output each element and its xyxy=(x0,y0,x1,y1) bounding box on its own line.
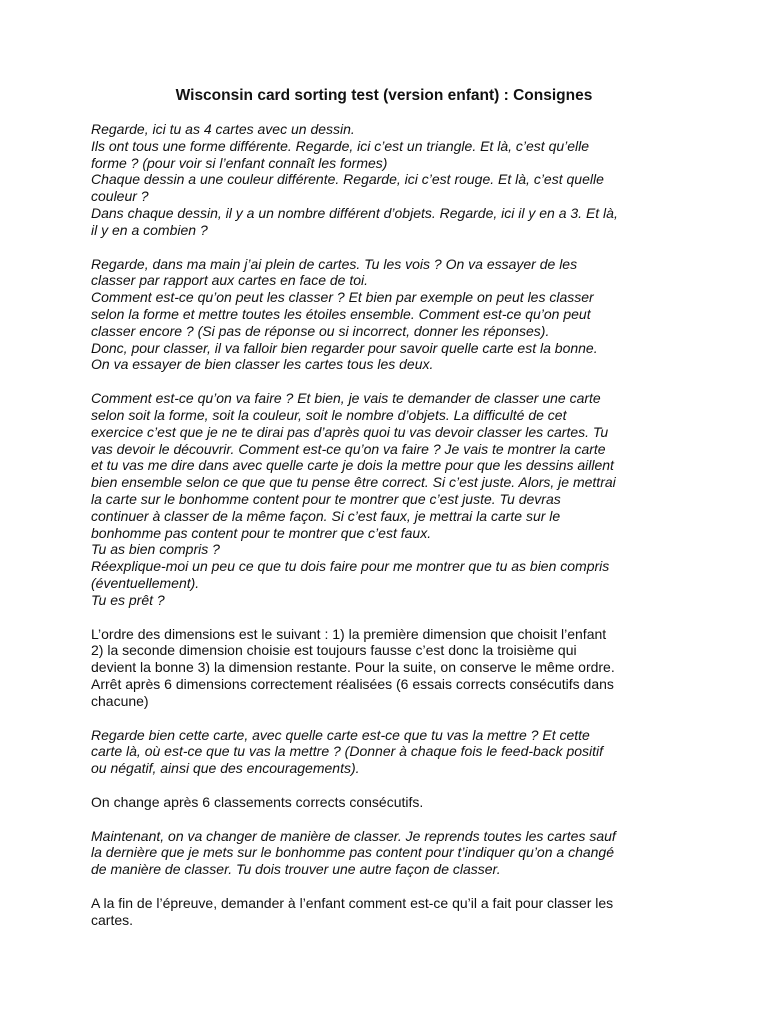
paragraph-3 xyxy=(91,390,691,608)
text-line: forme ? (pour voir si l’enfant connaît les formes) xyxy=(91,154,388,171)
text-line: il y en a combien ? xyxy=(91,221,208,238)
text-line: la carte sur le bonhomme content pour te montrer que c’est juste. Tu devras xyxy=(91,490,561,507)
text-line: bien ensemble selon ce que que tu pense être correct. Si c’est juste. Alors, je mettrai xyxy=(91,474,616,491)
paragraph-6 xyxy=(91,794,691,811)
text-line: classer par rapport aux cartes en face de toi. xyxy=(91,272,369,289)
text-line: bonhomme pas content pour te montrer que c’est faux. xyxy=(91,524,432,541)
text-line: continuer à classer de la même façon. Si c’est faux, je mettrai la carte sur le xyxy=(91,507,561,524)
text-line: ou négatif, ainsi que des encouragements). xyxy=(91,760,360,777)
text-line: On change après 6 classements corrects consécutifs. xyxy=(91,793,424,810)
text-line: selon soit la forme, soit la couleur, soit le nombre d’objets. La difficulté de cet xyxy=(91,406,567,423)
text-line: devient la bonne 3) la dimension restante. Pour la suite, on conserve le même ordre. xyxy=(91,659,615,676)
text-line: Comment est-ce qu’on va faire ? Et bien, je vais te demander de classer une carte xyxy=(91,390,601,407)
text-line: Dans chaque dessin, il y a un nombre différent d’objets. Regarde, ici il y en a 3. Et là, xyxy=(91,204,618,221)
text-line: Chaque dessin a une couleur différente. Regarde, ici c’est rouge. Et là, c’est quelle xyxy=(91,171,604,188)
text-line: Arrêt après 6 dimensions correctement réalisées (6 essais corrects consécutifs dans xyxy=(91,675,614,692)
text-line: couleur ? xyxy=(91,188,149,205)
text-line: classer encore ? (Si pas de réponse ou si incorrect, donner les réponses). xyxy=(91,322,550,339)
text-line: carte là, où est-ce que tu vas la mettre ? (Donner à chaque fois le feed-back positif xyxy=(91,743,604,760)
text-line: Tu as bien compris ? xyxy=(91,541,220,558)
text-line: Comment est-ce qu’on peut les classer ? Et bien par exemple on peut les classer xyxy=(91,289,594,306)
paragraph-5 xyxy=(91,727,691,777)
paragraph-4 xyxy=(91,626,691,710)
text-line: Tu es prêt ? xyxy=(91,591,165,608)
paragraph-7 xyxy=(91,828,691,878)
text-line: Ils ont tous une forme différente. Regarde, ici c’est un triangle. Et là, c’est qu’elle xyxy=(91,137,590,154)
text-line: 2) la seconde dimension choisie est toujours fausse c’est donc la troisième qui xyxy=(91,642,577,659)
text-line: vas devoir le découvrir. Comment est-ce qu’on va faire ? Je vais te montrer la carte xyxy=(91,440,606,457)
text-line: et tu vas me dire dans avec quelle carte je dois la mettre pour que les dessins aillent xyxy=(91,457,614,474)
text-line: On va essayer de bien classer les cartes tous les deux. xyxy=(91,356,434,373)
text-line: Regarde bien cette carte, avec quelle carte est-ce que tu vas la mettre ? Et cette xyxy=(91,726,590,743)
text-line: chacune) xyxy=(91,692,149,709)
document-title: Wisconsin card sorting test (version enfant) : Consignes xyxy=(175,87,593,104)
text-line: Donc, pour classer, il va falloir bien regarder pour savoir quelle carte est la bonne. xyxy=(91,339,598,356)
text-line: cartes. xyxy=(91,911,134,928)
text-line: Réexplique-moi un peu ce que tu dois faire pour me montrer que tu as bien compris xyxy=(91,558,610,575)
text-line: A la fin de l’épreuve, demander à l’enfant comment est-ce qu’il a fait pour classer les xyxy=(91,895,614,912)
text-line: Maintenant, on va changer de manière de classer. Je reprends toutes les cartes sauf xyxy=(91,827,616,844)
paragraph-2 xyxy=(91,256,691,374)
paragraph-1 xyxy=(91,121,691,239)
document-body xyxy=(91,121,691,946)
text-line: de manière de classer. Tu dois trouver une autre façon de classer. xyxy=(91,861,501,878)
text-line: (éventuellement). xyxy=(91,574,200,591)
text-line: Regarde, dans ma main j’ai plein de cartes. Tu les vois ? On va essayer de les xyxy=(91,255,578,272)
text-line: selon la forme et mettre toutes les étoiles ensemble. Comment est-ce qu’on peut xyxy=(91,305,591,322)
text-line: Regarde, ici tu as 4 cartes avec un dessin. xyxy=(91,121,355,137)
text-line: la dernière que je mets sur le bonhomme pas content pour t’indiquer qu’on a changé xyxy=(91,844,614,861)
text-line: exercice c’est que je ne te dirai pas d’après quoi tu vas devoir classer les cartes. Tu xyxy=(91,423,609,440)
text-line: L’ordre des dimensions est le suivant : 1) la première dimension que choisit l’enfant xyxy=(91,625,607,642)
paragraph-8 xyxy=(91,895,691,929)
